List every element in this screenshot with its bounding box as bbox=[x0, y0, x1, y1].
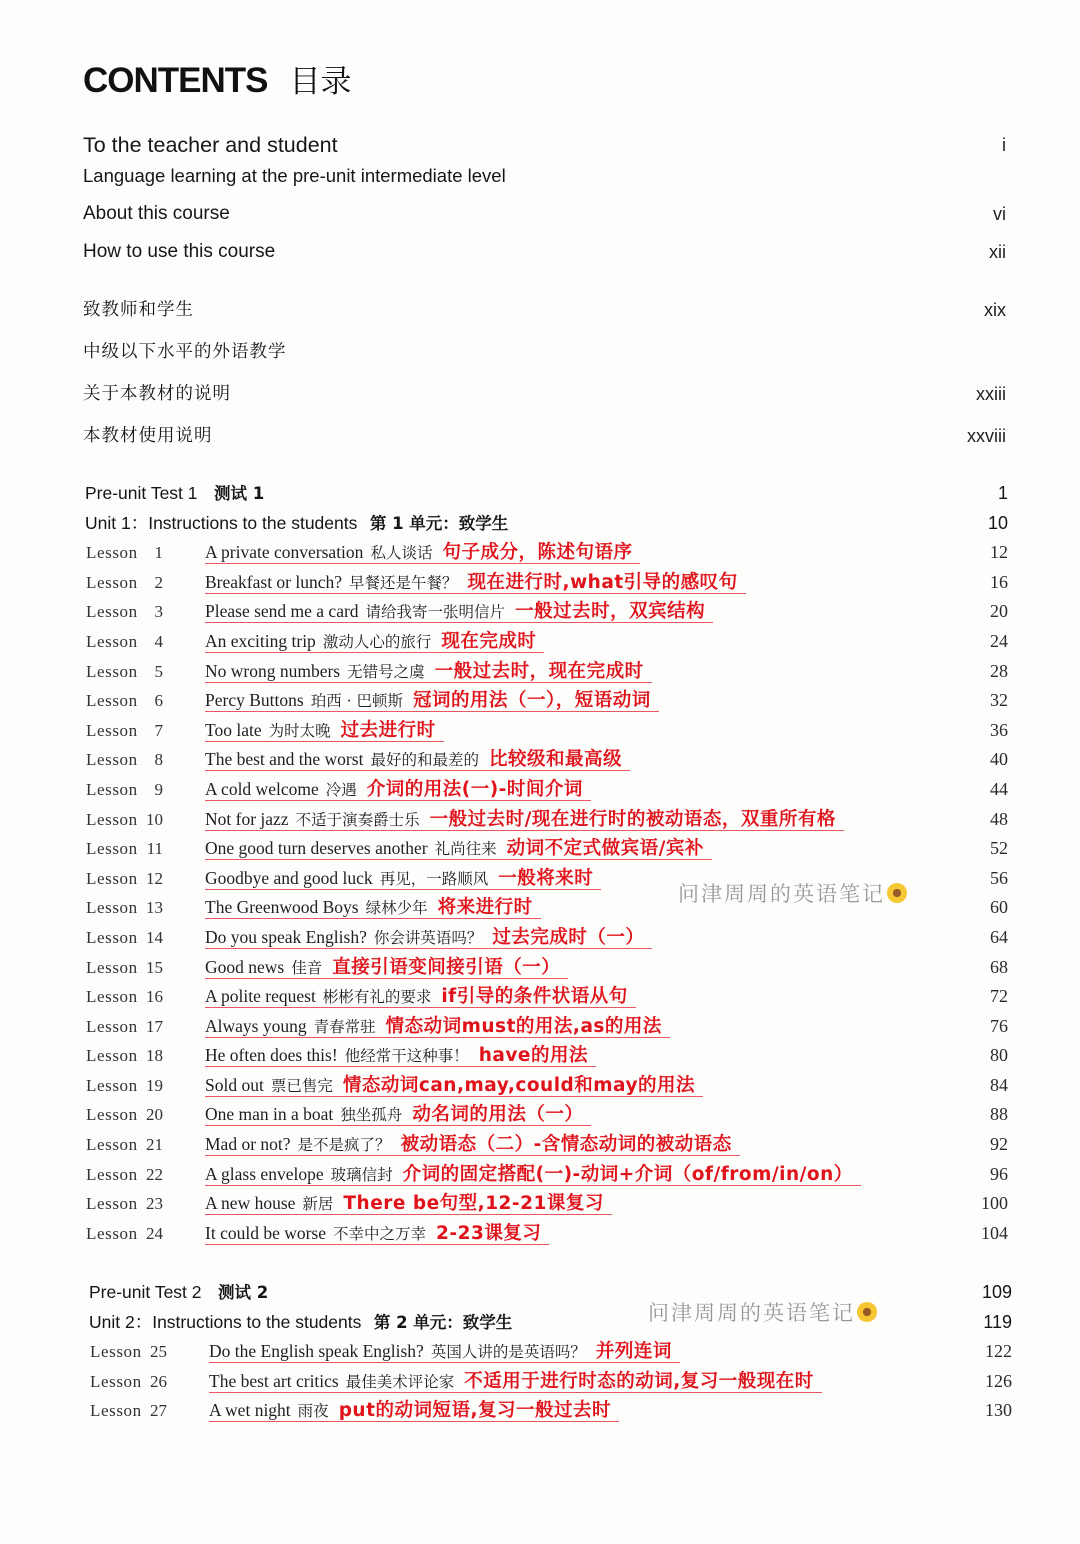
front-matter-label: 致教师和学生 bbox=[83, 300, 194, 320]
handwritten-note: There be句型,12-21课复习 bbox=[343, 1193, 604, 1215]
handwritten-note: if引导的条件状语从句 bbox=[441, 986, 628, 1008]
lesson-number: 18 bbox=[146, 1046, 163, 1066]
page-number: 24 bbox=[990, 630, 1008, 651]
lesson-label: Lesson bbox=[86, 1164, 138, 1184]
lesson-entry bbox=[205, 1074, 703, 1097]
pre-unit-test-label-zh: 测试 2 bbox=[217, 1283, 269, 1302]
lesson-title: He often does this! bbox=[205, 1045, 338, 1066]
page-number: 76 bbox=[990, 1015, 1008, 1036]
lesson-entry bbox=[205, 541, 640, 564]
watermark bbox=[678, 878, 907, 908]
lesson-title: No wrong numbers bbox=[205, 660, 341, 681]
lesson-title: One good turn deserves another bbox=[205, 838, 428, 859]
lesson-entry bbox=[205, 600, 713, 623]
page-number: 119 bbox=[983, 1311, 1012, 1332]
lesson-row-14 bbox=[85, 923, 1008, 953]
lesson-row-25 bbox=[89, 1337, 1012, 1367]
lesson-label: Lesson bbox=[86, 720, 138, 740]
front-matter-label: 中级以下水平的外语教学 bbox=[83, 342, 287, 362]
lesson-entry bbox=[209, 1399, 619, 1422]
lesson-entry bbox=[205, 748, 630, 771]
page-number: 84 bbox=[990, 1074, 1008, 1095]
handwritten-note: 一般过去时，双宾结构 bbox=[515, 601, 706, 623]
lesson-title-zh: 玻璃信封 bbox=[330, 1165, 393, 1184]
handwritten-note: 冠词的用法（一），短语动词 bbox=[412, 690, 651, 712]
lesson-title-zh: 请给我寄一张明信片 bbox=[365, 603, 506, 622]
lesson-row-17 bbox=[85, 1012, 1008, 1042]
lesson-row-7 bbox=[85, 716, 1008, 746]
page-number: 64 bbox=[990, 926, 1008, 947]
handwritten-note: 介词的用法(一)-时间介词 bbox=[366, 778, 583, 800]
front-matter-item bbox=[83, 379, 1006, 409]
lesson-number: 3 bbox=[154, 602, 163, 622]
lesson-label: Lesson bbox=[86, 572, 138, 592]
lesson-number: 4 bbox=[154, 631, 163, 651]
lesson-row-20 bbox=[85, 1100, 1008, 1130]
lesson-row-3 bbox=[85, 597, 1008, 627]
handwritten-note: 直接引语变间接引语（一） bbox=[332, 956, 561, 978]
lesson-entry bbox=[205, 778, 591, 801]
unit-heading-label: Unit 2：Instructions to the students bbox=[89, 1311, 362, 1332]
lesson-title-zh: 是不是疯了？ bbox=[297, 1136, 391, 1155]
lesson-title: Do the English speak English? bbox=[209, 1341, 424, 1362]
lesson-entry bbox=[205, 660, 652, 683]
handwritten-note: 过去进行时 bbox=[340, 719, 436, 741]
page-number: 56 bbox=[990, 867, 1008, 888]
front-matter-item bbox=[83, 295, 1006, 325]
lesson-title: It could be worse bbox=[205, 1222, 327, 1243]
lesson-row-19 bbox=[85, 1071, 1008, 1101]
lesson-title-zh: 独坐孤舟 bbox=[340, 1106, 403, 1125]
page-number: 44 bbox=[990, 778, 1008, 799]
page-number: 20 bbox=[990, 601, 1008, 622]
lesson-label: Lesson bbox=[86, 1135, 138, 1155]
page-number: 32 bbox=[990, 690, 1008, 711]
page-number: 126 bbox=[985, 1370, 1012, 1391]
front-matter-item bbox=[83, 237, 1006, 267]
page-number: i bbox=[1002, 135, 1006, 155]
page-number: 52 bbox=[990, 838, 1008, 859]
lesson-title-zh: 为时太晚 bbox=[268, 721, 331, 740]
handwritten-note: 被动语态（二）-含情态动词的被动语态 bbox=[400, 1134, 732, 1156]
lesson-row-10 bbox=[85, 805, 1008, 835]
handwritten-note: have的用法 bbox=[478, 1045, 588, 1067]
lesson-title-zh: 你会讲英语吗？ bbox=[373, 928, 483, 947]
handwritten-note: 过去完成时（一） bbox=[492, 926, 645, 948]
lesson-entry bbox=[205, 1015, 670, 1038]
lesson-title-zh: 礼尚往来 bbox=[434, 840, 497, 859]
page-number: 10 bbox=[987, 512, 1008, 533]
lesson-title-zh: 最佳美术评论家 bbox=[345, 1372, 455, 1391]
lesson-entry bbox=[205, 1222, 549, 1245]
lesson-label: Lesson bbox=[86, 602, 138, 622]
lesson-row-11 bbox=[85, 834, 1008, 864]
front-matter-list bbox=[83, 0, 1006, 460]
lesson-entry bbox=[205, 689, 659, 712]
handwritten-note: 比较级和最高级 bbox=[488, 749, 622, 771]
lesson-number: 5 bbox=[154, 661, 163, 681]
lesson-title: Always young bbox=[205, 1015, 307, 1036]
page-number: 130 bbox=[985, 1400, 1012, 1421]
lesson-title: The best art critics bbox=[209, 1370, 339, 1391]
lesson-row-21 bbox=[85, 1130, 1008, 1160]
lesson-title: Goodbye and good luck bbox=[205, 867, 373, 888]
watermark-text: 问津周周的英语笔记 bbox=[648, 1301, 855, 1325]
handwritten-note: 并列连词 bbox=[595, 1341, 672, 1363]
lesson-label: Lesson bbox=[86, 1016, 138, 1036]
lesson-label: Lesson bbox=[86, 1075, 138, 1095]
lesson-number: 22 bbox=[146, 1164, 163, 1184]
lesson-label: Lesson bbox=[86, 691, 138, 711]
lesson-label: Lesson bbox=[86, 1105, 138, 1125]
handwritten-note: 将来进行时 bbox=[437, 897, 533, 919]
lesson-entry bbox=[205, 837, 712, 860]
lesson-row-4 bbox=[85, 627, 1008, 657]
lesson-title-zh: 不适于演奏爵士乐 bbox=[295, 810, 420, 829]
lesson-title-zh: 雨夜 bbox=[297, 1402, 329, 1421]
page-number: xxiii bbox=[976, 384, 1006, 404]
lesson-row-18 bbox=[85, 1041, 1008, 1071]
handwritten-note: 不适用于进行时态的动词,复习一般现在时 bbox=[464, 1370, 814, 1392]
lesson-entry bbox=[205, 571, 746, 594]
lesson-title: Too late bbox=[205, 719, 262, 740]
page-number: xii bbox=[989, 242, 1006, 262]
handwritten-note: 一般过去时/现在进行时的被动语态，双重所有格 bbox=[429, 808, 836, 830]
handwritten-note: 一般将来时 bbox=[498, 867, 594, 889]
lesson-title-zh: 无错号之虞 bbox=[347, 662, 425, 681]
lesson-number: 11 bbox=[146, 839, 163, 859]
page-number: 100 bbox=[981, 1193, 1008, 1214]
lesson-label: Lesson bbox=[86, 779, 138, 799]
front-matter-item bbox=[83, 161, 1006, 191]
page-number: vi bbox=[993, 204, 1006, 224]
page-number: 1 bbox=[997, 483, 1008, 503]
page-number: 122 bbox=[985, 1341, 1012, 1362]
lesson-entry bbox=[209, 1370, 822, 1393]
lesson-title-zh: 私人谈话 bbox=[370, 544, 433, 563]
lesson-row-1 bbox=[85, 538, 1008, 568]
sunflower-icon bbox=[887, 883, 907, 903]
lesson-row-6 bbox=[85, 686, 1008, 716]
handwritten-note: 介词的固定搭配(一)-动词+介词（of/from/in/on） bbox=[402, 1163, 853, 1185]
lesson-entry bbox=[205, 719, 444, 742]
lesson-entry bbox=[205, 1133, 740, 1156]
lesson-title: Sold out bbox=[205, 1074, 264, 1095]
lesson-title-zh: 佳音 bbox=[291, 958, 323, 977]
lesson-title-zh: 绿林少年 bbox=[365, 899, 428, 918]
handwritten-note: 动名词的用法（一） bbox=[412, 1104, 584, 1126]
front-matter-label: About this course bbox=[83, 203, 230, 224]
unit-heading-label-zh: 第 1 单元：致学生 bbox=[369, 513, 509, 533]
page-number: 68 bbox=[990, 956, 1008, 977]
lesson-title: A glass envelope bbox=[205, 1163, 324, 1184]
lesson-label: Lesson bbox=[86, 839, 138, 859]
lesson-title: A new house bbox=[205, 1193, 296, 1214]
handwritten-note: 现在进行时,what引导的感叹句 bbox=[467, 571, 738, 593]
lesson-number: 8 bbox=[154, 750, 163, 770]
front-matter-label: Language learning at the pre-unit intermediate level bbox=[83, 165, 506, 186]
handwritten-note: 句子成分，陈述句语序 bbox=[442, 542, 633, 564]
page-number: 48 bbox=[990, 808, 1008, 829]
lesson-entry bbox=[205, 1044, 596, 1067]
lesson-label: Lesson bbox=[86, 1194, 138, 1214]
pre-unit-test-label: Pre-unit Test 2 bbox=[89, 1282, 202, 1302]
lesson-entry bbox=[205, 926, 652, 949]
lesson-title-zh: 早餐还是午餐？ bbox=[349, 573, 458, 592]
lesson-entry bbox=[205, 808, 844, 831]
lesson-title-zh: 他经常干这种事！ bbox=[344, 1047, 469, 1066]
lesson-number: 16 bbox=[146, 987, 163, 1007]
lesson-title: Breakfast or lunch? bbox=[205, 571, 343, 592]
lesson-title: Not for jazz bbox=[205, 808, 289, 829]
lesson-number: 7 bbox=[154, 720, 163, 740]
lesson-entry bbox=[205, 867, 601, 890]
lesson-title-zh: 激动人心的旅行 bbox=[322, 632, 432, 651]
lesson-title: A polite request bbox=[205, 986, 316, 1007]
handwritten-note: 情态动词must的用法,as的用法 bbox=[385, 1015, 662, 1037]
page-number: 88 bbox=[990, 1104, 1008, 1125]
lesson-title: A cold welcome bbox=[205, 778, 319, 799]
handwritten-note: put的动词短语,复习一般过去时 bbox=[338, 1400, 611, 1422]
lesson-number: 20 bbox=[146, 1105, 163, 1125]
lesson-title-zh: 新居 bbox=[302, 1195, 334, 1214]
pre-unit-test-row bbox=[85, 479, 1008, 509]
front-matter-item bbox=[83, 130, 1006, 160]
lesson-title: The Greenwood Boys bbox=[205, 897, 359, 918]
contents-title-zh: 目录 bbox=[289, 64, 352, 100]
lesson-number: 25 bbox=[150, 1342, 167, 1362]
lesson-label: Lesson bbox=[90, 1342, 142, 1362]
unit-heading-row bbox=[85, 509, 1008, 539]
lesson-row-9 bbox=[85, 775, 1008, 805]
watermark bbox=[648, 1297, 877, 1327]
lesson-label: Lesson bbox=[90, 1371, 142, 1391]
lesson-number: 15 bbox=[146, 957, 163, 977]
pre-unit-test-label: Pre-unit Test 1 bbox=[85, 483, 198, 503]
lesson-entry bbox=[205, 985, 636, 1008]
lesson-label: Lesson bbox=[86, 898, 138, 918]
lesson-number: 26 bbox=[150, 1371, 167, 1391]
page-number: 109 bbox=[981, 1282, 1012, 1302]
lesson-title: One man in a boat bbox=[205, 1104, 334, 1125]
lesson-title-zh: 彬彬有礼的要求 bbox=[322, 988, 432, 1007]
lesson-row-5 bbox=[85, 657, 1008, 687]
lesson-number: 10 bbox=[146, 809, 163, 829]
lesson-label: Lesson bbox=[86, 809, 138, 829]
lesson-number: 23 bbox=[146, 1194, 163, 1214]
lesson-list bbox=[89, 1337, 1012, 1426]
lesson-entry bbox=[205, 1192, 612, 1215]
lesson-label: Lesson bbox=[90, 1401, 142, 1421]
page-number: xix bbox=[984, 300, 1006, 320]
page-number: 36 bbox=[990, 719, 1008, 740]
lesson-row-15 bbox=[85, 953, 1008, 983]
lesson-number: 14 bbox=[146, 927, 163, 947]
lesson-title: An exciting trip bbox=[205, 630, 316, 651]
lesson-entry bbox=[205, 1163, 861, 1186]
watermark-text: 问津周周的英语笔记 bbox=[678, 882, 885, 906]
page-number: xxviii bbox=[967, 426, 1006, 446]
lesson-number: 12 bbox=[146, 868, 163, 888]
lesson-title-zh: 青春常驻 bbox=[313, 1017, 376, 1036]
lesson-row-27 bbox=[89, 1396, 1012, 1426]
lesson-row-8 bbox=[85, 745, 1008, 775]
handwritten-note: 情态动词can,may,could和may的用法 bbox=[342, 1074, 696, 1096]
page-number: 104 bbox=[981, 1222, 1008, 1243]
handwritten-note: 动词不定式做宾语/宾补 bbox=[506, 838, 704, 860]
pre-unit-test-label-zh: 测试 1 bbox=[213, 484, 265, 503]
page-number: 12 bbox=[990, 542, 1008, 563]
lesson-label: Lesson bbox=[86, 957, 138, 977]
lesson-label: Lesson bbox=[86, 661, 138, 681]
lesson-title: Percy Buttons bbox=[205, 690, 304, 711]
lesson-title: A wet night bbox=[209, 1400, 291, 1421]
lesson-label: Lesson bbox=[86, 927, 138, 947]
lesson-label: Lesson bbox=[86, 987, 138, 1007]
handwritten-note: 现在完成时 bbox=[441, 630, 537, 652]
lesson-title-zh: 再见，一路顺风 bbox=[379, 869, 489, 888]
page-number: 60 bbox=[990, 897, 1008, 918]
lesson-number: 24 bbox=[146, 1223, 163, 1243]
page-number: 72 bbox=[990, 986, 1008, 1007]
lesson-row-24 bbox=[85, 1219, 1008, 1249]
lesson-entry bbox=[205, 1103, 591, 1126]
lesson-title: Good news bbox=[205, 956, 285, 977]
lesson-number: 6 bbox=[154, 691, 163, 711]
front-matter-label: To the teacher and student bbox=[83, 133, 338, 157]
lesson-number: 17 bbox=[146, 1016, 163, 1036]
lesson-number: 21 bbox=[146, 1135, 163, 1155]
lesson-title-zh: 不幸中之万幸 bbox=[333, 1224, 427, 1243]
lesson-row-26 bbox=[89, 1367, 1012, 1397]
front-matter-item bbox=[83, 199, 1006, 229]
lesson-label: Lesson bbox=[86, 543, 138, 563]
lesson-number: 1 bbox=[154, 543, 163, 563]
handwritten-note: 一般过去时，现在完成时 bbox=[434, 660, 644, 682]
lesson-title: The best and the worst bbox=[205, 749, 364, 770]
page-number: 80 bbox=[990, 1045, 1008, 1066]
page-number: 16 bbox=[990, 571, 1008, 592]
unit-heading-label-zh: 第 2 单元：致学生 bbox=[373, 1312, 513, 1332]
front-matter-label: 关于本教材的说明 bbox=[83, 384, 231, 404]
lesson-title: Do you speak English? bbox=[205, 926, 367, 947]
page-number: 96 bbox=[990, 1163, 1008, 1184]
lesson-label: Lesson bbox=[86, 868, 138, 888]
lesson-title-zh: 珀西 · 巴顿斯 bbox=[310, 692, 403, 711]
lesson-label: Lesson bbox=[86, 1046, 138, 1066]
lesson-number: 9 bbox=[154, 779, 163, 799]
lesson-number: 13 bbox=[146, 898, 163, 918]
lesson-number: 27 bbox=[150, 1401, 167, 1421]
lesson-entry bbox=[205, 630, 544, 653]
lesson-entry bbox=[209, 1340, 680, 1363]
contents-title-en: CONTENTS bbox=[83, 61, 268, 100]
lesson-entry bbox=[205, 896, 541, 919]
lesson-number: 2 bbox=[154, 572, 163, 592]
front-matter-item bbox=[83, 337, 1006, 367]
lesson-title-zh: 冷遇 bbox=[325, 780, 357, 799]
lesson-title-zh: 最好的和最差的 bbox=[370, 751, 479, 770]
front-matter-label: 本教材使用说明 bbox=[83, 426, 213, 446]
sunflower-icon bbox=[857, 1302, 877, 1322]
lesson-title: A private conversation bbox=[205, 542, 364, 563]
lesson-title: Mad or not? bbox=[205, 1134, 291, 1155]
front-matter-label: How to use this course bbox=[83, 241, 276, 262]
lesson-title: Please send me a card bbox=[205, 601, 359, 622]
page-number: 92 bbox=[990, 1134, 1008, 1155]
lesson-label: Lesson bbox=[86, 1223, 138, 1243]
lesson-entry bbox=[205, 956, 568, 979]
lesson-row-23 bbox=[85, 1189, 1008, 1219]
lesson-number: 19 bbox=[146, 1075, 163, 1095]
lesson-label: Lesson bbox=[86, 631, 138, 651]
page-number: 40 bbox=[990, 749, 1008, 770]
lesson-title-zh: 英国人讲的是英语吗？ bbox=[430, 1343, 586, 1362]
lesson-title-zh: 票已售完 bbox=[270, 1076, 333, 1095]
front-matter-item bbox=[83, 421, 1006, 451]
lesson-label: Lesson bbox=[86, 750, 138, 770]
handwritten-note: 2-23课复习 bbox=[436, 1222, 542, 1244]
page-number: 28 bbox=[990, 660, 1008, 681]
lesson-row-22 bbox=[85, 1160, 1008, 1190]
unit-1-section bbox=[85, 479, 1008, 1248]
unit-heading-label: Unit 1：Instructions to the students bbox=[85, 512, 358, 533]
lesson-row-2 bbox=[85, 568, 1008, 598]
lesson-row-16 bbox=[85, 982, 1008, 1012]
